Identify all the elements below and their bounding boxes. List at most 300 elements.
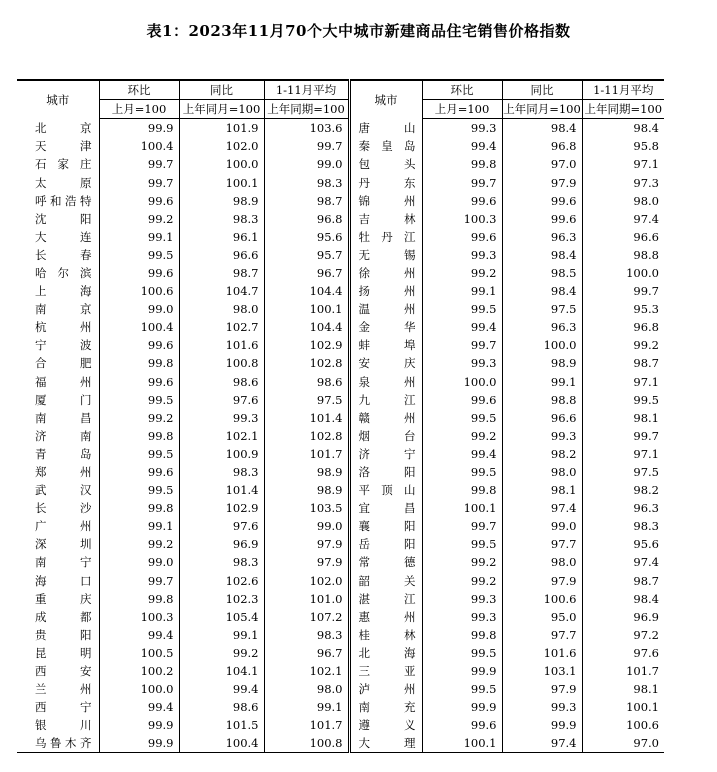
- table-row: [17, 264, 664, 282]
- cell-mom-left: 99.2: [99, 535, 179, 553]
- cell-yoy-left: 104.1: [179, 662, 264, 680]
- cell-mom-left: 99.2: [99, 409, 179, 427]
- cell-mom-left: 99.8: [99, 499, 179, 517]
- cell-yoy-left: 101.9: [179, 119, 264, 138]
- cell-mom-left: 99.6: [99, 264, 179, 282]
- cell-city-right: 泸州: [349, 680, 422, 698]
- cell-yoy-left: 98.9: [179, 192, 264, 210]
- cell-city-left: 厦门: [17, 391, 99, 409]
- cell-city-right: 扬州: [349, 282, 422, 300]
- cell-mom-left: 99.9: [99, 734, 179, 753]
- cell-mom-right: 99.5: [422, 463, 502, 481]
- cell-avg-right: 95.3: [633, 302, 659, 317]
- cell-mom-left: 99.2: [99, 210, 179, 228]
- cell-mom-right: 99.3: [422, 590, 502, 608]
- cell-city-left: 广州: [17, 517, 99, 535]
- cell-avg-right: 100.0: [626, 265, 659, 280]
- cell-avg-right: 98.4: [633, 121, 659, 136]
- table-row: [17, 626, 664, 644]
- cell-avg-left: 99.0: [264, 155, 349, 173]
- cell-yoy-left: 104.7: [179, 282, 264, 300]
- cell-avg-left: 98.9: [264, 481, 349, 499]
- cell-mom-left: 99.6: [99, 336, 179, 354]
- cell-city-left: 沈阳: [17, 210, 99, 228]
- cell-yoy-left: 98.6: [179, 698, 264, 716]
- cell-city-right: 平顶山: [349, 481, 422, 499]
- cell-mom-right: 99.2: [422, 264, 502, 282]
- table-row: [17, 210, 664, 228]
- cell-avg-right: 96.3: [633, 501, 659, 516]
- cell-avg-left: 96.7: [264, 644, 349, 662]
- cell-city-right: 北海: [349, 644, 422, 662]
- cell-mom-right: 99.5: [422, 535, 502, 553]
- cell-city-right: 徐州: [349, 264, 422, 282]
- cell-city-left: 兰州: [17, 680, 99, 698]
- cell-city-right: 岳阳: [349, 535, 422, 553]
- cell-yoy-left: 102.0: [179, 137, 264, 155]
- cell-avg-left: 104.4: [264, 318, 349, 336]
- table-row: [17, 517, 664, 535]
- table-row: [17, 572, 664, 590]
- cell-city-left: 昆明: [17, 644, 99, 662]
- cell-yoy-right: 103.1: [502, 662, 582, 680]
- cell-mom-right: 99.7: [422, 173, 502, 191]
- cell-city-left: 大连: [17, 228, 99, 246]
- cell-avg-right: 98.1: [633, 410, 659, 425]
- table-title: 表1：2023年11月70个大中城市新建商品住宅销售价格指数: [146, 22, 571, 40]
- header-yoy-left: 同比: [179, 80, 264, 100]
- cell-yoy-left: 99.1: [179, 626, 264, 644]
- cell-yoy-right: 97.4: [502, 734, 582, 753]
- cell-city-left: 成都: [17, 608, 99, 626]
- cell-yoy-right: 98.0: [502, 553, 582, 571]
- cell-yoy-left: 98.6: [179, 373, 264, 391]
- cell-avg-left: 98.9: [264, 463, 349, 481]
- cell-mom-left: 100.5: [99, 644, 179, 662]
- cell-yoy-right: 98.2: [502, 445, 582, 463]
- cell-yoy-left: 98.0: [179, 300, 264, 318]
- cell-avg-right: 99.7: [633, 428, 659, 443]
- cell-avg-left: 98.3: [264, 173, 349, 191]
- cell-yoy-right: 100.0: [502, 336, 582, 354]
- cell-city-left: 上海: [17, 282, 99, 300]
- cell-avg-left: 102.8: [264, 427, 349, 445]
- cell-city-right: 蚌埠: [349, 336, 422, 354]
- table-row: [17, 535, 664, 553]
- cell-yoy-right: 98.8: [502, 391, 582, 409]
- cell-avg-left: 99.0: [264, 517, 349, 535]
- cell-yoy-left: 101.4: [179, 481, 264, 499]
- cell-city-left: 天津: [17, 137, 99, 155]
- cell-city-left: 乌鲁木齐: [17, 734, 99, 753]
- table-row: [17, 463, 664, 481]
- cell-yoy-right: 97.9: [502, 173, 582, 191]
- subheader-avg-right: 上年同期=100: [582, 100, 664, 119]
- cell-city-right: 安庆: [349, 354, 422, 372]
- table-row: [17, 590, 664, 608]
- cell-mom-right: 99.4: [422, 137, 502, 155]
- cell-city-left: 哈尔滨: [17, 264, 99, 282]
- table-row: [17, 354, 664, 372]
- cell-avg-right: 96.8: [633, 320, 659, 335]
- cell-avg-right: 97.1: [633, 374, 659, 389]
- cell-city-left: 重庆: [17, 590, 99, 608]
- cell-avg-right: 98.0: [633, 193, 659, 208]
- table-row: [17, 553, 664, 571]
- cell-yoy-right: 101.6: [502, 644, 582, 662]
- header-mom-right: 环比: [422, 80, 502, 100]
- cell-avg-left: 100.8: [264, 734, 349, 753]
- cell-yoy-right: 97.4: [502, 499, 582, 517]
- cell-yoy-left: 102.9: [179, 499, 264, 517]
- cell-yoy-right: 99.3: [502, 698, 582, 716]
- cell-mom-left: 99.4: [99, 698, 179, 716]
- cell-mom-right: 100.3: [422, 210, 502, 228]
- cell-avg-left: 99.1: [264, 698, 349, 716]
- cell-yoy-right: 96.3: [502, 228, 582, 246]
- cell-mom-left: 99.0: [99, 553, 179, 571]
- cell-city-right: 韶关: [349, 572, 422, 590]
- cell-city-right: 赣州: [349, 409, 422, 427]
- cell-city-left: 福州: [17, 373, 99, 391]
- cell-yoy-left: 105.4: [179, 608, 264, 626]
- cell-mom-left: 99.6: [99, 373, 179, 391]
- cell-mom-right: 99.3: [422, 119, 502, 138]
- cell-mom-right: 100.0: [422, 373, 502, 391]
- cell-avg-left: 99.7: [264, 137, 349, 155]
- cell-mom-left: 99.1: [99, 228, 179, 246]
- cell-city-right: 包头: [349, 155, 422, 173]
- cell-mom-right: 99.2: [422, 572, 502, 590]
- table-row: [17, 427, 664, 445]
- table-row: [17, 282, 664, 300]
- cell-city-right: 湛江: [349, 590, 422, 608]
- cell-yoy-left: 100.9: [179, 445, 264, 463]
- cell-avg-right: 97.2: [633, 627, 659, 642]
- cell-city-right: 烟台: [349, 427, 422, 445]
- table-row: [17, 155, 664, 173]
- cell-mom-right: 99.8: [422, 626, 502, 644]
- cell-mom-left: 99.5: [99, 445, 179, 463]
- cell-city-left: 海口: [17, 572, 99, 590]
- cell-yoy-left: 99.4: [179, 680, 264, 698]
- cell-yoy-left: 98.3: [179, 210, 264, 228]
- cell-city-right: 桂林: [349, 626, 422, 644]
- cell-mom-left: 99.7: [99, 173, 179, 191]
- cell-yoy-left: 100.8: [179, 354, 264, 372]
- cell-avg-right: 95.8: [633, 139, 659, 154]
- cell-yoy-right: 96.8: [502, 137, 582, 155]
- table-row: [17, 137, 664, 155]
- cell-mom-left: 100.0: [99, 680, 179, 698]
- cell-city-right: 洛阳: [349, 463, 422, 481]
- cell-avg-right: 98.1: [633, 682, 659, 697]
- cell-yoy-right: 98.4: [502, 282, 582, 300]
- header-city-right: 城市: [349, 80, 422, 119]
- cell-city-right: 遵义: [349, 716, 422, 734]
- cell-yoy-right: 99.0: [502, 517, 582, 535]
- subheader-avg-left: 上年同期=100: [264, 100, 349, 119]
- cell-avg-left: 96.8: [264, 210, 349, 228]
- cell-yoy-right: 96.3: [502, 318, 582, 336]
- cell-yoy-right: 100.6: [502, 590, 582, 608]
- cell-mom-left: 99.6: [99, 192, 179, 210]
- cell-mom-left: 99.8: [99, 354, 179, 372]
- table-row: [17, 173, 664, 191]
- cell-city-left: 郑州: [17, 463, 99, 481]
- cell-city-right: 大理: [349, 734, 422, 753]
- cell-mom-right: 99.5: [422, 680, 502, 698]
- cell-mom-left: 99.4: [99, 626, 179, 644]
- cell-yoy-left: 96.9: [179, 535, 264, 553]
- table-row: [17, 300, 664, 318]
- cell-city-right: 济宁: [349, 445, 422, 463]
- cell-yoy-right: 99.6: [502, 192, 582, 210]
- cell-avg-right: 98.2: [633, 483, 659, 498]
- cell-avg-left: 96.7: [264, 264, 349, 282]
- table-row: [17, 409, 664, 427]
- cell-avg-left: 102.8: [264, 354, 349, 372]
- cell-yoy-right: 98.4: [502, 246, 582, 264]
- cell-avg-left: 98.3: [264, 626, 349, 644]
- cell-mom-right: 99.8: [422, 481, 502, 499]
- cell-mom-left: 99.5: [99, 246, 179, 264]
- cell-yoy-right: 96.6: [502, 409, 582, 427]
- cell-city-left: 石家庄: [17, 155, 99, 173]
- table-body: [17, 119, 664, 753]
- cell-mom-left: 99.7: [99, 572, 179, 590]
- cell-mom-right: 99.5: [422, 644, 502, 662]
- cell-mom-left: 100.3: [99, 608, 179, 626]
- cell-yoy-left: 100.4: [179, 734, 264, 753]
- price-index-table: [17, 79, 664, 753]
- cell-avg-left: 107.2: [264, 608, 349, 626]
- subheader-mom-left: 上月=100: [99, 100, 179, 119]
- cell-mom-right: 99.5: [422, 300, 502, 318]
- cell-city-left: 西宁: [17, 698, 99, 716]
- cell-avg-right: 101.7: [626, 664, 659, 679]
- cell-yoy-right: 97.9: [502, 680, 582, 698]
- cell-avg-right: 100.6: [626, 718, 659, 733]
- table-row: [17, 228, 664, 246]
- subheader-yoy-left: 上年同月=100: [179, 100, 264, 119]
- cell-mom-left: 99.9: [99, 119, 179, 138]
- cell-yoy-right: 97.5: [502, 300, 582, 318]
- cell-city-right: 吉林: [349, 210, 422, 228]
- header-city-left: 城市: [17, 80, 99, 119]
- cell-avg-left: 104.4: [264, 282, 349, 300]
- cell-yoy-left: 101.5: [179, 716, 264, 734]
- cell-city-right: 锦州: [349, 192, 422, 210]
- cell-city-right: 丹东: [349, 173, 422, 191]
- cell-city-right: 温州: [349, 300, 422, 318]
- cell-yoy-right: 99.6: [502, 210, 582, 228]
- cell-city-right: 牡丹江: [349, 228, 422, 246]
- cell-avg-left: 101.7: [264, 716, 349, 734]
- cell-avg-left: 95.7: [264, 246, 349, 264]
- cell-city-left: 南昌: [17, 409, 99, 427]
- cell-avg-right: 97.6: [633, 645, 659, 660]
- cell-mom-right: 100.1: [422, 734, 502, 753]
- cell-avg-left: 102.0: [264, 572, 349, 590]
- cell-mom-right: 99.9: [422, 698, 502, 716]
- cell-avg-right: 97.0: [582, 734, 664, 753]
- cell-city-right: 金华: [349, 318, 422, 336]
- cell-city-right: 襄阳: [349, 517, 422, 535]
- cell-avg-right: 99.2: [633, 338, 659, 353]
- header-avg-left: 1-11月平均: [264, 80, 349, 100]
- cell-avg-left: 101.4: [264, 409, 349, 427]
- cell-yoy-right: 98.4: [502, 119, 582, 138]
- cell-avg-left: 97.5: [264, 391, 349, 409]
- cell-city-left: 太原: [17, 173, 99, 191]
- cell-yoy-left: 98.3: [179, 553, 264, 571]
- cell-mom-right: 99.1: [422, 282, 502, 300]
- cell-mom-right: 99.9: [422, 662, 502, 680]
- table-row: [17, 698, 664, 716]
- cell-city-left: 长沙: [17, 499, 99, 517]
- cell-mom-left: 100.2: [99, 662, 179, 680]
- cell-city-left: 贵阳: [17, 626, 99, 644]
- table-row: [17, 246, 664, 264]
- cell-avg-left: 103.6: [264, 119, 349, 138]
- cell-city-left: 南宁: [17, 553, 99, 571]
- cell-mom-left: 100.4: [99, 137, 179, 155]
- table-row: [17, 644, 664, 662]
- cell-mom-left: 100.6: [99, 282, 179, 300]
- cell-mom-left: 99.1: [99, 517, 179, 535]
- cell-yoy-right: 98.1: [502, 481, 582, 499]
- cell-avg-left: 95.6: [264, 228, 349, 246]
- table-row: [17, 445, 664, 463]
- cell-avg-right: 97.1: [633, 446, 659, 461]
- cell-city-right: 无锡: [349, 246, 422, 264]
- table-row: [17, 481, 664, 499]
- cell-avg-left: 100.1: [264, 300, 349, 318]
- cell-yoy-right: 99.3: [502, 427, 582, 445]
- cell-avg-left: 102.1: [264, 662, 349, 680]
- table-row: [17, 318, 664, 336]
- table-row: [17, 373, 664, 391]
- cell-mom-right: 100.1: [422, 499, 502, 517]
- table-row: [17, 119, 664, 138]
- cell-city-left: 北京: [17, 119, 99, 138]
- cell-mom-right: 99.6: [422, 192, 502, 210]
- cell-mom-left: 99.9: [99, 716, 179, 734]
- cell-avg-right: 97.3: [633, 175, 659, 190]
- cell-yoy-left: 101.6: [179, 336, 264, 354]
- cell-yoy-left: 97.6: [179, 391, 264, 409]
- cell-avg-right: 98.3: [633, 519, 659, 534]
- cell-avg-left: 101.7: [264, 445, 349, 463]
- cell-yoy-left: 96.6: [179, 246, 264, 264]
- cell-mom-left: 99.8: [99, 590, 179, 608]
- cell-yoy-left: 100.1: [179, 173, 264, 191]
- header-avg-right: 1-11月平均: [582, 80, 664, 100]
- cell-city-left: 长春: [17, 246, 99, 264]
- cell-yoy-right: 97.7: [502, 626, 582, 644]
- cell-city-right: 宜昌: [349, 499, 422, 517]
- cell-city-left: 杭州: [17, 318, 99, 336]
- cell-yoy-left: 98.3: [179, 463, 264, 481]
- cell-avg-right: 98.8: [633, 247, 659, 262]
- cell-avg-right: 98.7: [633, 573, 659, 588]
- cell-mom-left: 99.0: [99, 300, 179, 318]
- cell-city-right: 九江: [349, 391, 422, 409]
- cell-mom-right: 99.5: [422, 409, 502, 427]
- cell-mom-left: 99.6: [99, 463, 179, 481]
- cell-city-right: 南充: [349, 698, 422, 716]
- cell-avg-right: 99.5: [633, 392, 659, 407]
- cell-avg-right: 98.7: [633, 356, 659, 371]
- cell-yoy-right: 97.7: [502, 535, 582, 553]
- cell-city-left: 合肥: [17, 354, 99, 372]
- cell-mom-left: 99.5: [99, 391, 179, 409]
- cell-avg-right: 97.1: [633, 157, 659, 172]
- cell-yoy-right: 97.9: [502, 572, 582, 590]
- cell-city-left: 西安: [17, 662, 99, 680]
- cell-mom-right: 99.2: [422, 553, 502, 571]
- cell-avg-right: 99.7: [633, 284, 659, 299]
- cell-city-left: 武汉: [17, 481, 99, 499]
- cell-city-left: 南京: [17, 300, 99, 318]
- subheader-yoy-right: 上年同月=100: [502, 100, 582, 119]
- cell-yoy-left: 102.6: [179, 572, 264, 590]
- cell-city-right: 泉州: [349, 373, 422, 391]
- cell-avg-right: 96.9: [633, 609, 659, 624]
- cell-city-right: 常德: [349, 553, 422, 571]
- cell-yoy-right: 95.0: [502, 608, 582, 626]
- cell-avg-left: 102.9: [264, 336, 349, 354]
- cell-mom-right: 99.8: [422, 155, 502, 173]
- cell-yoy-left: 99.2: [179, 644, 264, 662]
- cell-mom-right: 99.3: [422, 608, 502, 626]
- cell-mom-right: 99.3: [422, 246, 502, 264]
- cell-mom-right: 99.6: [422, 228, 502, 246]
- table-row: [17, 680, 664, 698]
- cell-mom-right: 99.7: [422, 336, 502, 354]
- cell-mom-right: 99.4: [422, 445, 502, 463]
- cell-city-left: 宁波: [17, 336, 99, 354]
- table-row: [17, 716, 664, 734]
- cell-avg-right: 97.5: [633, 465, 659, 480]
- cell-city-left: 济南: [17, 427, 99, 445]
- cell-yoy-right: 97.0: [502, 155, 582, 173]
- cell-city-left: 深圳: [17, 535, 99, 553]
- cell-yoy-left: 96.1: [179, 228, 264, 246]
- cell-avg-right: 95.6: [633, 537, 659, 552]
- cell-avg-left: 101.0: [264, 590, 349, 608]
- cell-avg-right: 96.6: [633, 229, 659, 244]
- cell-avg-right: 97.4: [633, 555, 659, 570]
- cell-avg-left: 97.9: [264, 553, 349, 571]
- cell-city-right: 唐山: [349, 119, 422, 138]
- table-row: [17, 391, 664, 409]
- cell-avg-left: 98.6: [264, 373, 349, 391]
- cell-yoy-left: 99.3: [179, 409, 264, 427]
- cell-city-right: 惠州: [349, 608, 422, 626]
- cell-yoy-left: 102.1: [179, 427, 264, 445]
- table-row: [17, 499, 664, 517]
- table-row: [17, 608, 664, 626]
- cell-avg-right: 100.1: [626, 700, 659, 715]
- cell-city-right: 三亚: [349, 662, 422, 680]
- cell-mom-right: 99.7: [422, 517, 502, 535]
- cell-avg-left: 98.0: [264, 680, 349, 698]
- cell-yoy-right: 99.1: [502, 373, 582, 391]
- header-mom-left: 环比: [99, 80, 179, 100]
- cell-mom-right: 99.6: [422, 716, 502, 734]
